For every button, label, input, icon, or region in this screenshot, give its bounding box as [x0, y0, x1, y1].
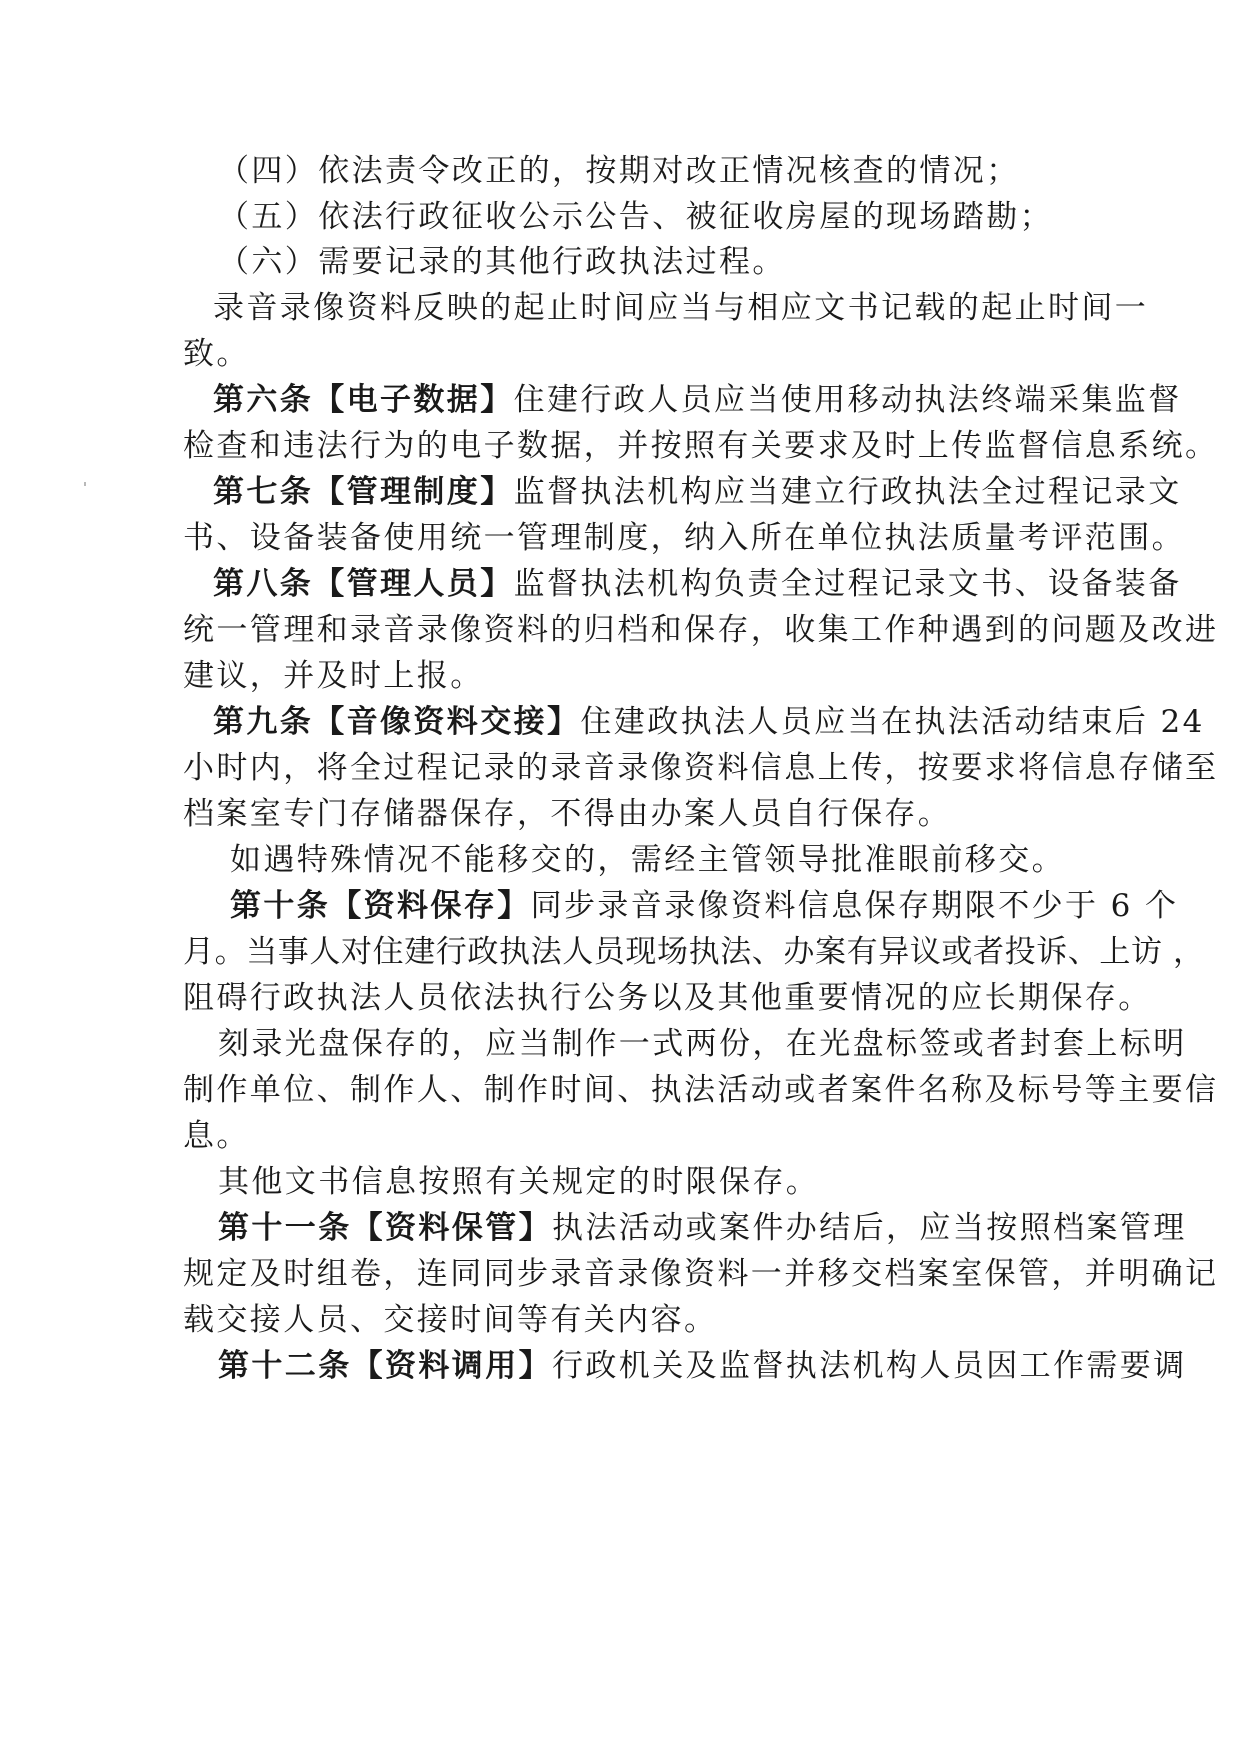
article-6-first-line	[213, 374, 1182, 426]
article-9-first-line	[213, 696, 1205, 748]
paragraph-line: 阻碍行政执法人员依法执行公务以及其他重要情况的应长期保存。	[183, 980, 1152, 1016]
article-6-heading: 第六条【电子数据】	[213, 382, 514, 418]
paragraph-line: 统一管理和录音录像资料的归档和保存，收集工作种遇到的问题及改进	[183, 612, 1219, 648]
article-8-first-line	[213, 558, 1182, 610]
article-11-first-line	[218, 1202, 1187, 1254]
list-item-six: （六）需要记录的其他行政执法过程。	[218, 244, 786, 280]
paragraph-line: 致。	[183, 336, 250, 372]
article-7-text: 监督执法机构应当建立行政执法全过程记录文	[513, 474, 1182, 510]
paragraph-line: 书、设备装备使用统一管理制度，纳入所在单位执法质量考评范围。	[183, 520, 1185, 556]
paragraph-line: 如遇特殊情况不能移交的，需经主管领导批准眼前移交。	[230, 842, 1065, 878]
paragraph-line: 规定及时组卷，连同同步录音录像资料一并移交档案室保管，并明确记	[183, 1256, 1219, 1292]
article-7-first-line	[213, 466, 1182, 518]
article-10-heading: 第十条【资料保存】	[230, 888, 531, 924]
paragraph-line: 息。	[183, 1118, 250, 1154]
article-12-first-line	[218, 1340, 1187, 1392]
article-10-first-line	[230, 880, 1179, 932]
article-8-text: 监督执法机构负责全过程记录文书、设备装备	[513, 566, 1182, 602]
paragraph-line: 载交接人员、交接时间等有关内容。	[183, 1302, 718, 1338]
paragraph-line: 检查和违法行为的电子数据，并按照有关要求及时上传监督信息系统。	[183, 428, 1219, 464]
paragraph-line: 其他文书信息按照有关规定的时限保存。	[218, 1164, 820, 1200]
article-11-heading: 第十一条【资料保管】	[218, 1210, 552, 1246]
paragraph-line: 录音录像资料反映的起止时间应当与相应文书记载的起止时间一	[213, 290, 1149, 326]
paragraph-line: 小时内，将全过程记录的录音录像资料信息上传，按要求将信息存储至	[183, 750, 1219, 786]
paragraph-line: 制作单位、制作人、制作时间、执法活动或者案件名称及标号等主要信	[183, 1072, 1219, 1108]
list-item-five: （五）依法行政征收公示公告、被征收房屋的现场踏勘；	[218, 199, 1053, 235]
article-12-heading: 第十二条【资料调用】	[218, 1348, 552, 1384]
scan-speck	[84, 482, 86, 486]
paragraph-line: 月。当事人对住建行政执法人员现场执法、办案有异议或者投诉、上访 ，	[183, 934, 1205, 970]
article-7-heading: 第七条【管理制度】	[213, 474, 514, 510]
paragraph-line: 档案室专门存储器保存，不得由办案人员自行保存。	[183, 796, 952, 832]
article-12-text: 行政机关及监督执法机构人员因工作需要调	[552, 1348, 1187, 1384]
paragraph-line: 刻录光盘保存的，应当制作一式两份，在光盘标签或者封套上标明	[218, 1026, 1187, 1062]
article-11-text: 执法活动或案件办结后，应当按照档案管理	[552, 1210, 1187, 1246]
paragraph-line: 建议，并及时上报。	[183, 658, 484, 694]
article-6-text: 住建行政人员应当使用移动执法终端采集监督	[513, 382, 1182, 418]
article-10-text: 同步录音录像资料信息保存期限不少于 6 个	[530, 888, 1179, 924]
article-8-heading: 第八条【管理人员】	[213, 566, 514, 602]
list-item-four: （四）依法责令改正的，按期对改正情况核查的情况；	[218, 153, 1020, 189]
article-9-heading: 第九条【音像资料交接】	[213, 704, 581, 740]
article-9-text: 住建政执法人员应当在执法活动结束后 24	[580, 704, 1205, 740]
